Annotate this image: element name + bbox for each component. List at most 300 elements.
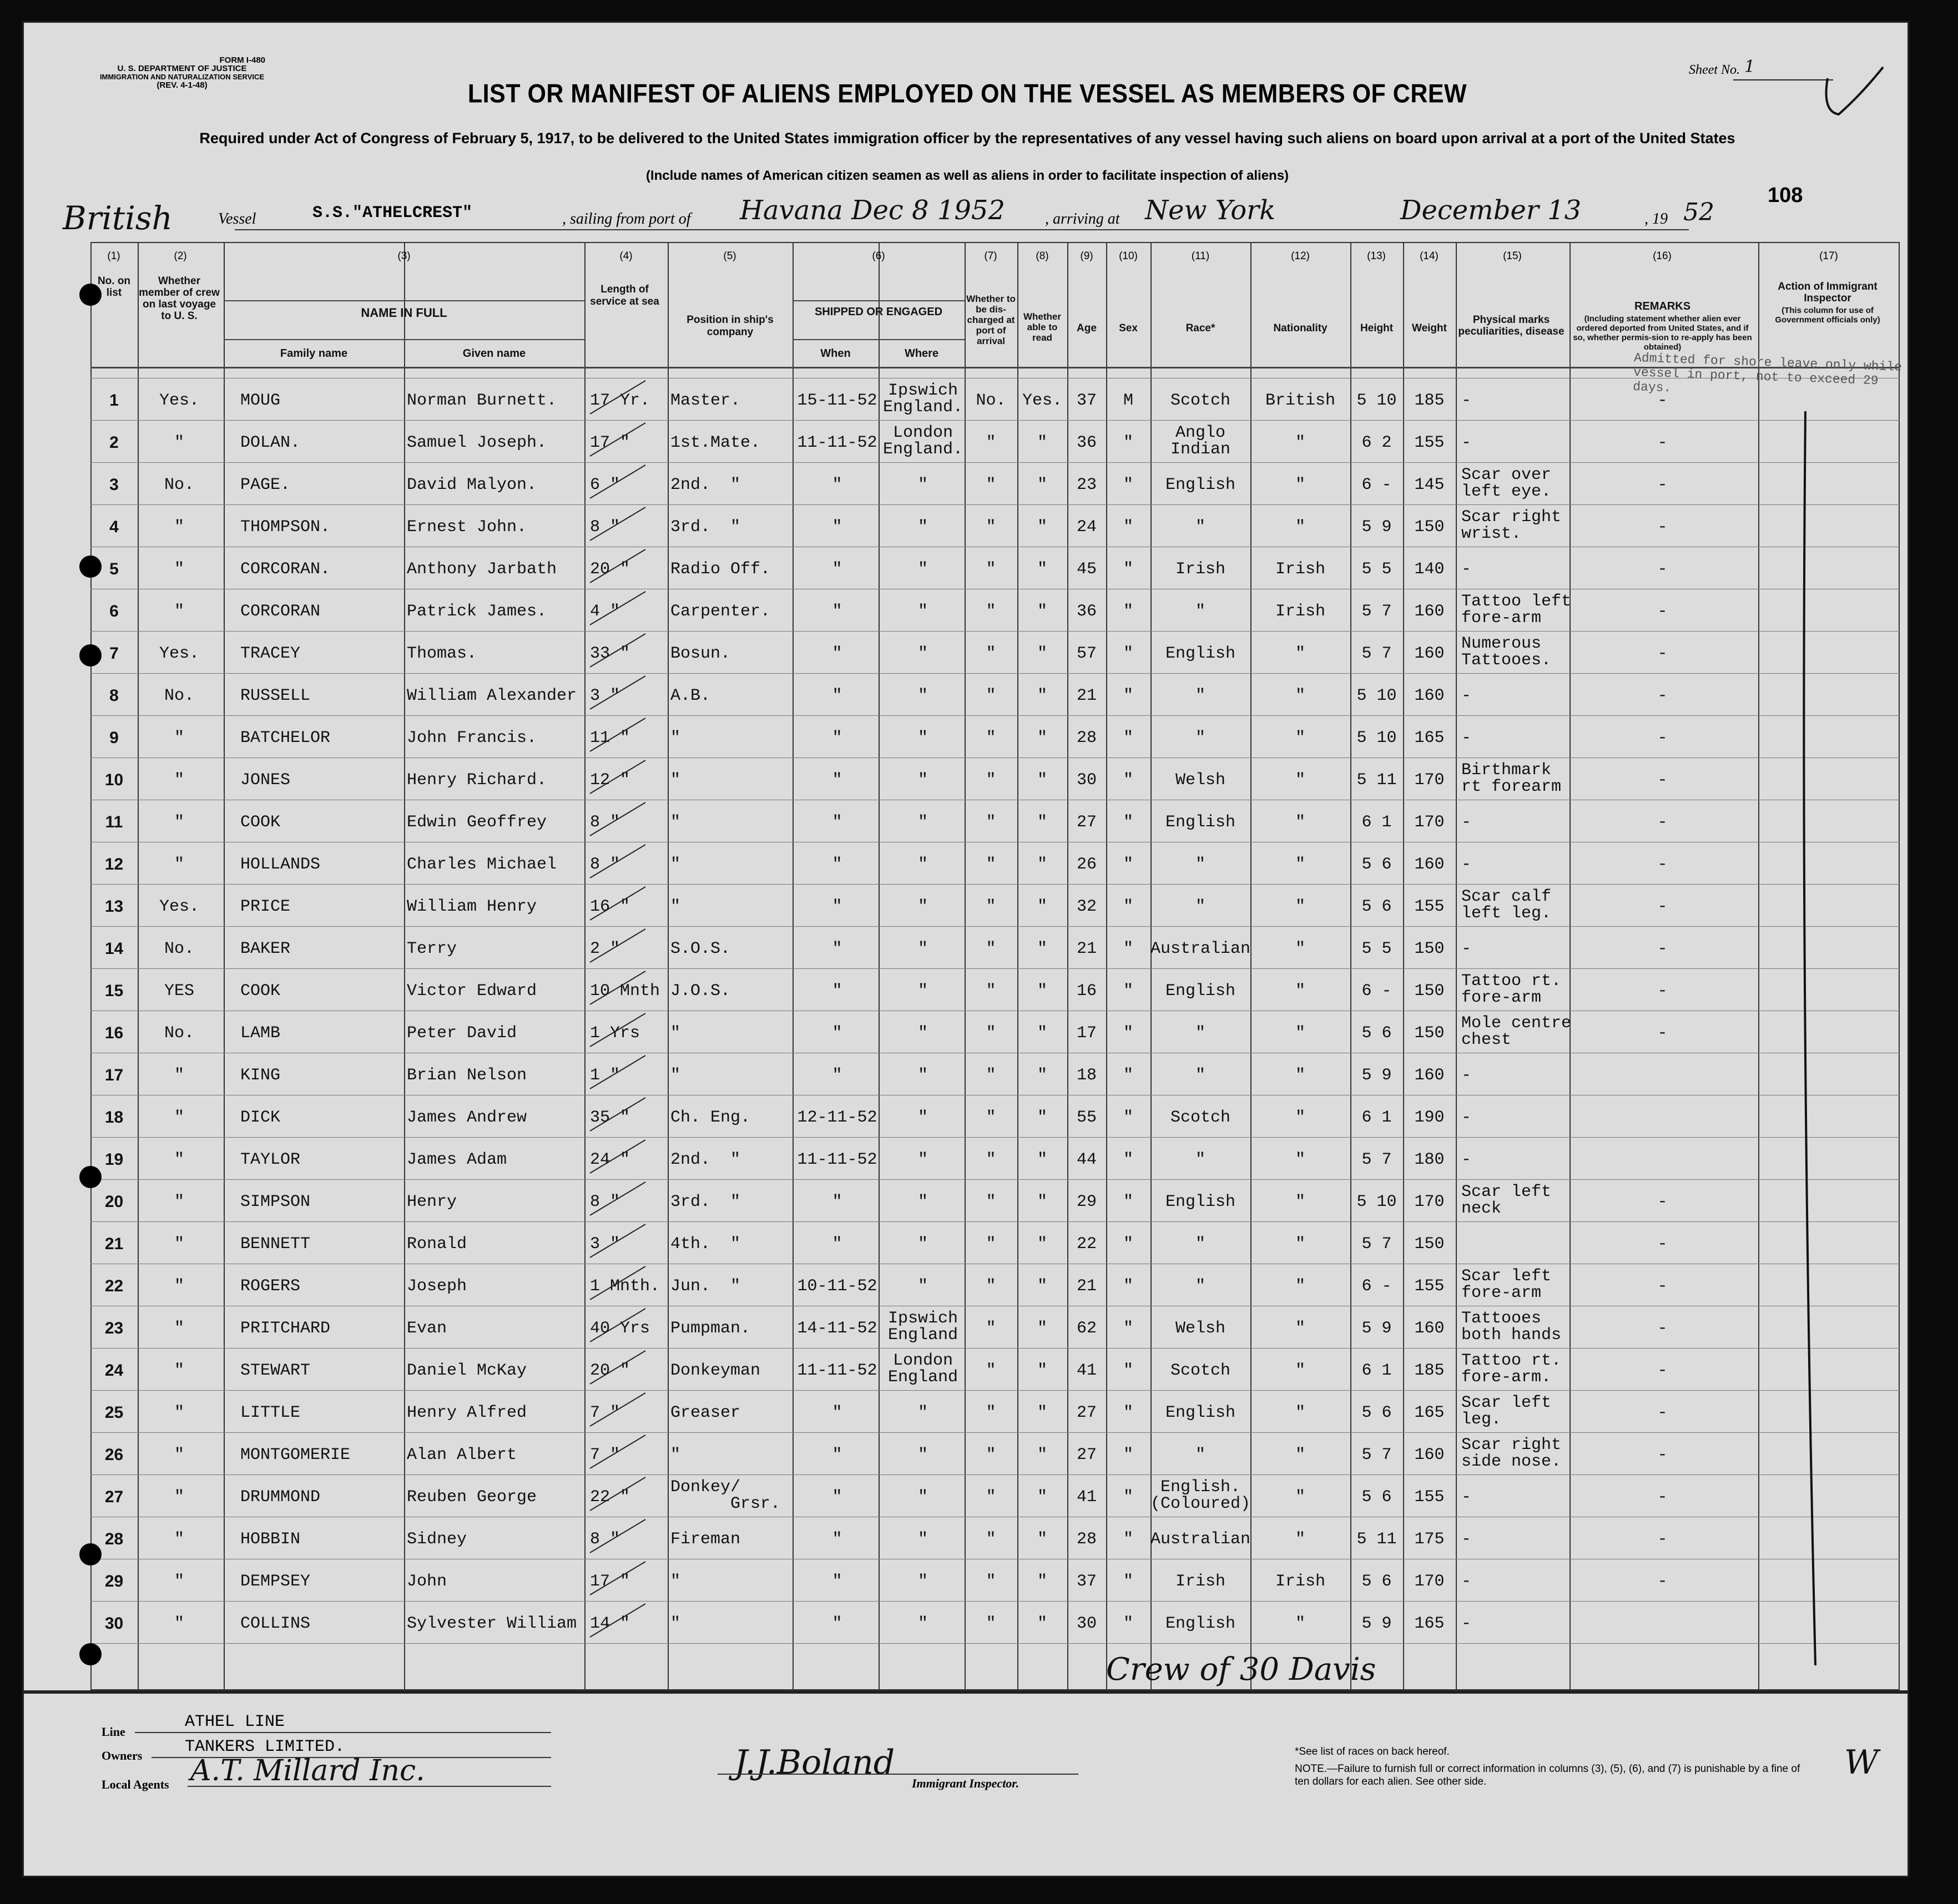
cell-prev-voyage: " — [174, 1403, 184, 1422]
cell-given-name: Charles Michael — [407, 855, 557, 874]
cell-prev-voyage: " — [174, 813, 184, 832]
cell-position: Pumpman. — [670, 1319, 751, 1338]
cell-weight: 170 — [1414, 813, 1445, 832]
column-divider — [965, 242, 966, 1690]
cell-able-to-read: " — [1037, 982, 1047, 1001]
row-divider — [90, 1221, 1900, 1222]
cell-nationality: " — [1295, 518, 1305, 537]
header-action: Action of Immigrant Inspector — [1778, 281, 1878, 304]
cell-weight: 170 — [1414, 1572, 1445, 1591]
cell-race: Scotch — [1170, 1361, 1231, 1380]
form-number: FORM I-480 — [219, 55, 265, 65]
cell-weight: 170 — [1414, 771, 1445, 790]
cell-age: 27 — [1076, 1446, 1097, 1464]
cell-physical-marks: Mole centre chest — [1461, 1014, 1572, 1049]
cell-discharged: " — [986, 1572, 996, 1591]
header-age: Age — [1077, 322, 1097, 334]
cell-age: 27 — [1076, 813, 1097, 832]
cell-given-name: Daniel McKay — [407, 1361, 527, 1380]
cell-row-number: 13 — [104, 897, 124, 916]
header-read: Whether able to read — [1023, 311, 1061, 343]
cell-weight: 160 — [1414, 855, 1445, 874]
column-number: (10) — [1119, 250, 1138, 262]
column-divider — [1403, 242, 1404, 1690]
cell-nationality: Irish — [1275, 602, 1325, 621]
header-name-in-full: NAME IN FULL — [361, 306, 447, 320]
cell-family-name: THOMPSON. — [240, 518, 331, 537]
cell-shipped-where: " — [917, 1446, 928, 1464]
column-divider — [1570, 242, 1571, 1690]
cell-remarks: - — [1657, 560, 1668, 579]
cell-age: 41 — [1076, 1361, 1097, 1380]
cell-physical-marks: - — [1461, 855, 1472, 874]
cell-shipped-when: " — [832, 1572, 842, 1591]
header-given-name: Given name — [462, 347, 526, 360]
cell-shipped-when: " — [832, 1446, 842, 1464]
cell-prev-voyage: YES — [164, 982, 194, 1001]
header-divider — [224, 339, 584, 340]
cell-race: " — [1195, 1446, 1205, 1464]
cell-row-number: 20 — [104, 1193, 124, 1211]
column-divider — [224, 242, 225, 1690]
cell-able-to-read: " — [1037, 1361, 1047, 1380]
service-strike-mark — [584, 1261, 651, 1305]
service-strike-mark — [584, 1219, 651, 1263]
cell-nationality: " — [1295, 1361, 1305, 1380]
header-divider — [793, 300, 965, 301]
cell-shipped-where: " — [917, 1235, 928, 1254]
cell-able-to-read: " — [1037, 1277, 1047, 1296]
cell-discharged: No. — [976, 391, 1006, 410]
cell-given-name: Thomas. — [407, 644, 477, 663]
service-strike-mark — [584, 881, 651, 926]
vessel-underline — [235, 229, 1689, 230]
cell-prev-voyage: " — [174, 855, 184, 874]
row-divider — [90, 420, 1900, 421]
cell-age: 44 — [1076, 1150, 1097, 1169]
header-nationality: Nationality — [1273, 322, 1328, 334]
cell-position: S.O.S. — [670, 940, 731, 958]
cell-shipped-when: " — [832, 855, 842, 874]
column-number: (7) — [984, 250, 997, 262]
cell-age: 37 — [1076, 391, 1097, 410]
column-divider — [1067, 242, 1068, 1690]
cell-row-number: 28 — [104, 1530, 124, 1548]
inspector-vertical-stroke — [1794, 400, 1828, 1676]
cell-discharged: " — [986, 1530, 996, 1549]
cell-height: 5 7 — [1361, 1150, 1392, 1169]
cell-service-length: 12 " — [590, 771, 630, 790]
year-prefix: , 19 — [1644, 210, 1668, 228]
cell-physical-marks: Scar right wrist. — [1461, 508, 1562, 543]
cell-prev-voyage: " — [174, 1150, 184, 1169]
cell-service-length: 16 " — [590, 897, 630, 916]
cell-sex: " — [1123, 1530, 1133, 1549]
cell-height: 5 6 — [1361, 1488, 1392, 1507]
cell-age: 16 — [1076, 982, 1097, 1001]
cell-race: " — [1195, 686, 1205, 705]
cell-physical-marks: Scar calf left leg. — [1461, 887, 1552, 923]
cell-nationality: " — [1295, 1277, 1305, 1296]
cell-nationality: " — [1295, 1235, 1305, 1254]
cell-able-to-read: " — [1037, 560, 1047, 579]
inspector-underline — [718, 1774, 1078, 1775]
cell-given-name: Henry Alfred — [407, 1403, 527, 1422]
cell-age: 36 — [1076, 433, 1097, 452]
cell-given-name: Terry — [407, 940, 457, 958]
cell-nationality: " — [1295, 1024, 1305, 1043]
cell-age: 23 — [1076, 476, 1097, 494]
cell-nationality: " — [1295, 476, 1305, 494]
arrival-date: December 13 — [1400, 195, 1582, 226]
cell-shipped-when: " — [832, 897, 842, 916]
owners-value: TANKERS LIMITED. — [185, 1738, 345, 1756]
service-strike-mark — [584, 797, 651, 841]
row-divider — [90, 462, 1900, 463]
cell-height: 5 9 — [1361, 1066, 1392, 1085]
cell-age: 21 — [1076, 686, 1097, 705]
cell-service-length: 1 Yrs — [590, 1024, 640, 1043]
cell-age: 28 — [1076, 729, 1097, 748]
cell-position: " — [670, 1572, 681, 1591]
column-number: (3) — [397, 250, 411, 262]
cell-prev-voyage: " — [174, 1446, 184, 1464]
cell-age: 24 — [1076, 518, 1097, 537]
cell-age: 21 — [1076, 940, 1097, 958]
cell-shipped-where: " — [917, 771, 928, 790]
cell-row-number: 7 — [109, 644, 119, 663]
cell-age: 28 — [1076, 1530, 1097, 1549]
cell-race: Irish — [1175, 560, 1225, 579]
cell-prev-voyage: " — [174, 1319, 184, 1338]
cell-discharged: " — [986, 1066, 996, 1085]
cell-remarks: - — [1657, 433, 1668, 452]
cell-nationality: " — [1295, 1319, 1305, 1338]
cell-family-name: HOBBIN — [240, 1530, 301, 1549]
cell-family-name: HOLLANDS — [240, 855, 321, 874]
service-strike-mark — [584, 1008, 651, 1052]
row-divider — [90, 1390, 1900, 1391]
header-weight: Weight — [1412, 322, 1447, 334]
cell-shipped-where: " — [917, 1150, 928, 1169]
cell-family-name: BAKER — [240, 940, 291, 958]
cell-row-number: 18 — [104, 1108, 124, 1127]
vessel-nationality: British — [63, 199, 173, 237]
cell-shipped-when: 11-11-52 — [797, 433, 877, 452]
cell-physical-marks: - — [1461, 1488, 1472, 1507]
cell-shipped-when: 14-11-52 — [797, 1319, 877, 1338]
cell-age: 45 — [1076, 560, 1097, 579]
cell-prev-voyage: Yes. — [159, 897, 199, 916]
cell-sex: " — [1123, 729, 1133, 748]
cell-race: " — [1195, 1277, 1205, 1296]
cell-sex: " — [1123, 940, 1133, 958]
service-strike-mark — [584, 1598, 651, 1643]
cell-height: 5 9 — [1361, 518, 1392, 537]
cell-shipped-when: " — [832, 644, 842, 663]
column-number: (12) — [1291, 250, 1310, 262]
cell-position: J.O.S. — [670, 982, 731, 1001]
subtitle: Required under Act of Congress of February 5, 1917, to be delivered to the United States immigration officer by the representatives of any vessel having such aliens on board upon arrival at a port of the United States — [199, 130, 1735, 147]
cell-weight: 160 — [1414, 1446, 1445, 1464]
cell-shipped-where: " — [917, 1024, 928, 1043]
cell-given-name: Henry Richard. — [407, 771, 547, 790]
cell-able-to-read: " — [1037, 1108, 1047, 1127]
cell-height: 5 6 — [1361, 897, 1392, 916]
cell-weight: 185 — [1414, 1361, 1445, 1380]
cell-weight: 155 — [1414, 1277, 1445, 1296]
cell-shipped-where: " — [917, 1614, 928, 1633]
cell-race: Scotch — [1170, 1108, 1231, 1127]
cell-discharged: " — [986, 560, 996, 579]
agents-value: A.T. Millard Inc. — [190, 1754, 425, 1787]
cell-position: 3rd. " — [670, 1193, 741, 1211]
cell-discharged: " — [986, 729, 996, 748]
column-divider — [793, 242, 794, 1690]
cell-given-name: John — [407, 1572, 447, 1591]
cell-able-to-read: " — [1037, 1150, 1047, 1169]
cell-weight: 160 — [1414, 686, 1445, 705]
cell-shipped-when: " — [832, 1193, 842, 1211]
service-strike-mark — [584, 1303, 651, 1347]
cell-row-number: 16 — [104, 1024, 124, 1042]
cell-row-number: 30 — [104, 1614, 124, 1633]
cell-given-name: Henry — [407, 1193, 457, 1211]
cell-discharged: " — [986, 1150, 996, 1169]
cell-height: 6 2 — [1361, 433, 1392, 452]
service-strike-mark — [584, 1092, 651, 1137]
cell-shipped-when: " — [832, 813, 842, 832]
column-number: (2) — [174, 250, 187, 262]
row-divider — [90, 673, 1900, 674]
row-divider — [90, 926, 1900, 927]
cell-sex: " — [1123, 1361, 1133, 1380]
cell-prev-voyage: Yes. — [159, 391, 199, 410]
cell-position: Bosun. — [670, 644, 731, 663]
cell-service-length: 14 " — [590, 1614, 630, 1633]
cell-shipped-when: 11-11-52 — [797, 1150, 877, 1169]
cell-given-name: Sylvester William — [407, 1614, 577, 1633]
cell-physical-marks: - — [1461, 1572, 1472, 1591]
cell-family-name: SIMPSON — [240, 1193, 311, 1211]
cell-position: 1st.Mate. — [670, 433, 761, 452]
cell-row-number: 4 — [109, 518, 119, 536]
cell-shipped-where: " — [917, 1572, 928, 1591]
cell-shipped-when: " — [832, 518, 842, 537]
cell-race: English — [1165, 1614, 1236, 1633]
cell-sex: " — [1123, 1277, 1133, 1296]
column-divider — [1150, 242, 1152, 1690]
cell-height: 5 10 — [1356, 391, 1397, 410]
cell-shipped-where: " — [917, 1530, 928, 1549]
cell-weight: 165 — [1414, 1614, 1445, 1633]
line-value: ATHEL LINE — [185, 1713, 285, 1731]
cell-discharged: " — [986, 476, 996, 494]
cell-weight: 180 — [1414, 1150, 1445, 1169]
cell-prev-voyage: " — [174, 433, 184, 452]
service-strike-mark — [584, 839, 651, 883]
cell-race: English — [1165, 1193, 1236, 1211]
cell-position: " — [670, 897, 681, 916]
cell-shipped-where: " — [917, 518, 928, 537]
cell-shipped-where: " — [917, 560, 928, 579]
cell-family-name: CORCORAN. — [240, 560, 331, 579]
cell-shipped-where: " — [917, 1108, 928, 1127]
header-remarks: REMARKS — [1634, 300, 1691, 312]
cell-able-to-read: " — [1037, 518, 1047, 537]
cell-service-length: 1 " — [590, 1066, 620, 1085]
cell-remarks: - — [1657, 1446, 1668, 1464]
cell-service-length: 17 " — [590, 1572, 630, 1591]
cell-physical-marks: Tattoo rt. fore-arm. — [1461, 1351, 1562, 1387]
service-strike-mark — [584, 1134, 651, 1179]
cell-sex: " — [1123, 1446, 1133, 1464]
cell-weight: 150 — [1414, 982, 1445, 1001]
header-shipped: SHIPPED OR ENGAGED — [814, 306, 943, 318]
cell-height: 5 7 — [1361, 602, 1392, 621]
cell-physical-marks: Scar right side nose. — [1461, 1436, 1562, 1471]
cell-weight: 160 — [1414, 644, 1445, 663]
cell-height: 6 - — [1361, 1277, 1392, 1296]
cell-discharged: " — [986, 602, 996, 621]
arriving-label: , arriving at — [1045, 210, 1120, 228]
column-divider — [138, 242, 139, 1690]
cell-shipped-when: " — [832, 982, 842, 1001]
cell-service-length: 20 " — [590, 560, 630, 579]
cell-given-name: Norman Burnett. — [407, 391, 557, 410]
cell-service-length: 8 " — [590, 855, 620, 874]
cell-prev-voyage: No. — [164, 1024, 194, 1043]
cell-family-name: TRACEY — [240, 644, 301, 663]
check-mark-icon — [1816, 62, 1889, 123]
cell-race: " — [1195, 518, 1205, 537]
service-strike-mark — [584, 628, 651, 673]
cell-height: 5 6 — [1361, 1024, 1392, 1043]
cell-nationality: " — [1295, 1108, 1305, 1127]
cell-shipped-where: " — [917, 897, 928, 916]
cell-age: 18 — [1076, 1066, 1097, 1085]
cell-race: Australian — [1150, 1530, 1251, 1549]
subnote: (Include names of American citizen seamen as well as aliens in order to facilitate inspection of aliens) — [645, 168, 1289, 183]
cell-nationality: " — [1295, 644, 1305, 663]
cell-shipped-where: " — [917, 686, 928, 705]
cell-shipped-when: " — [832, 560, 842, 579]
cell-shipped-when: 10-11-52 — [797, 1277, 877, 1296]
stamp-remarks: Admitted for shore leave only while vessel in port, not to exceed 29 days. — [1632, 350, 1903, 396]
cell-sex: M — [1123, 391, 1133, 410]
cell-physical-marks: Scar left neck — [1461, 1183, 1552, 1218]
cell-row-number: 23 — [104, 1319, 124, 1337]
cell-nationality: " — [1295, 1530, 1305, 1549]
cell-service-length: 11 " — [590, 729, 630, 748]
column-number: (1) — [107, 250, 120, 262]
cell-remarks: - — [1657, 1488, 1668, 1507]
service-strike-mark — [584, 417, 651, 462]
service-strike-mark — [584, 670, 651, 715]
cell-family-name: COOK — [240, 813, 281, 832]
cell-row-number: 10 — [104, 771, 124, 789]
cell-race: " — [1195, 729, 1205, 748]
cell-sex: " — [1123, 771, 1133, 790]
inspector-signature: J.J.Boland — [734, 1743, 895, 1782]
footer-initials: W — [1844, 1743, 1879, 1782]
cell-weight: 155 — [1414, 433, 1445, 452]
cell-position: 3rd. " — [670, 518, 741, 537]
cell-race: " — [1195, 1024, 1205, 1043]
header-service: Length of service at sea — [590, 284, 659, 307]
form-dept: U. S. DEPARTMENT OF JUSTICE — [117, 64, 247, 73]
arriving-port: New York — [1145, 195, 1276, 226]
cell-able-to-read: " — [1037, 1530, 1047, 1549]
punch-hole — [79, 1643, 102, 1665]
cell-family-name: BENNETT — [240, 1235, 311, 1254]
cell-physical-marks: Scar over left eye. — [1461, 466, 1552, 501]
header-action-note: (This column for use of Government officials only) — [1775, 306, 1880, 325]
cell-discharged: " — [986, 1319, 996, 1338]
inspector-label: Immigrant Inspector. — [912, 1776, 1020, 1790]
cell-physical-marks: - — [1461, 391, 1472, 410]
cell-able-to-read: " — [1037, 476, 1047, 494]
cell-given-name: Anthony Jarbath — [407, 560, 557, 579]
cell-race: " — [1195, 1235, 1205, 1254]
fine-note: NOTE.—Failure to furnish full or correct information in columns (3), (5), (6), and (7) is punishable by a fine of ten dollars for each alien. See other side. — [1295, 1763, 1800, 1787]
cell-shipped-when: " — [832, 771, 842, 790]
cell-sex: " — [1123, 518, 1133, 537]
cell-race: English. (Coloured) — [1150, 1478, 1251, 1513]
cell-shipped-where: " — [917, 476, 928, 494]
manifest-table-frame — [90, 242, 1900, 1690]
cell-service-length: 22 " — [590, 1488, 630, 1507]
cell-position: " — [670, 1024, 681, 1043]
cell-family-name: RUSSELL — [240, 686, 311, 705]
cell-row-number: 1 — [109, 391, 119, 410]
cell-nationality: " — [1295, 1614, 1305, 1633]
cell-able-to-read: " — [1037, 1319, 1047, 1338]
cell-position: 2nd. " — [670, 1150, 741, 1169]
punch-hole — [79, 1166, 102, 1188]
cell-shipped-when: " — [832, 1530, 842, 1549]
cell-prev-voyage: " — [174, 1488, 184, 1507]
cell-discharged: " — [986, 982, 996, 1001]
cell-row-number: 5 — [109, 560, 119, 578]
cell-physical-marks: - — [1461, 1150, 1472, 1169]
cell-height: 5 11 — [1356, 1530, 1397, 1549]
cell-row-number: 6 — [109, 602, 119, 620]
cell-sex: " — [1123, 560, 1133, 579]
cell-sex: " — [1123, 1024, 1133, 1043]
header-marks: Physical marks peculiarities, disease — [1458, 314, 1565, 337]
cell-shipped-when: " — [832, 1024, 842, 1043]
cell-able-to-read: " — [1037, 1446, 1047, 1464]
cell-discharged: " — [986, 1108, 996, 1127]
sailing-label: , sailing from port of — [562, 210, 691, 228]
footer-divider — [24, 1690, 1909, 1694]
service-strike-mark — [584, 375, 651, 420]
cell-shipped-where: " — [917, 940, 928, 958]
cell-shipped-where: " — [917, 1193, 928, 1211]
cell-nationality: " — [1295, 940, 1305, 958]
column-divider — [1017, 242, 1018, 1690]
cell-weight: 150 — [1414, 1024, 1445, 1043]
cell-weight: 145 — [1414, 476, 1445, 494]
cell-given-name: James Adam — [407, 1150, 507, 1169]
cell-row-number: 8 — [109, 686, 119, 705]
header-discharged: Whether to be dis-charged at port of arrival — [966, 294, 1016, 346]
cell-prev-voyage: " — [174, 1193, 184, 1211]
column-divider — [1350, 242, 1351, 1690]
cell-family-name: CORCORAN — [240, 602, 321, 621]
cell-able-to-read: " — [1037, 1235, 1047, 1254]
